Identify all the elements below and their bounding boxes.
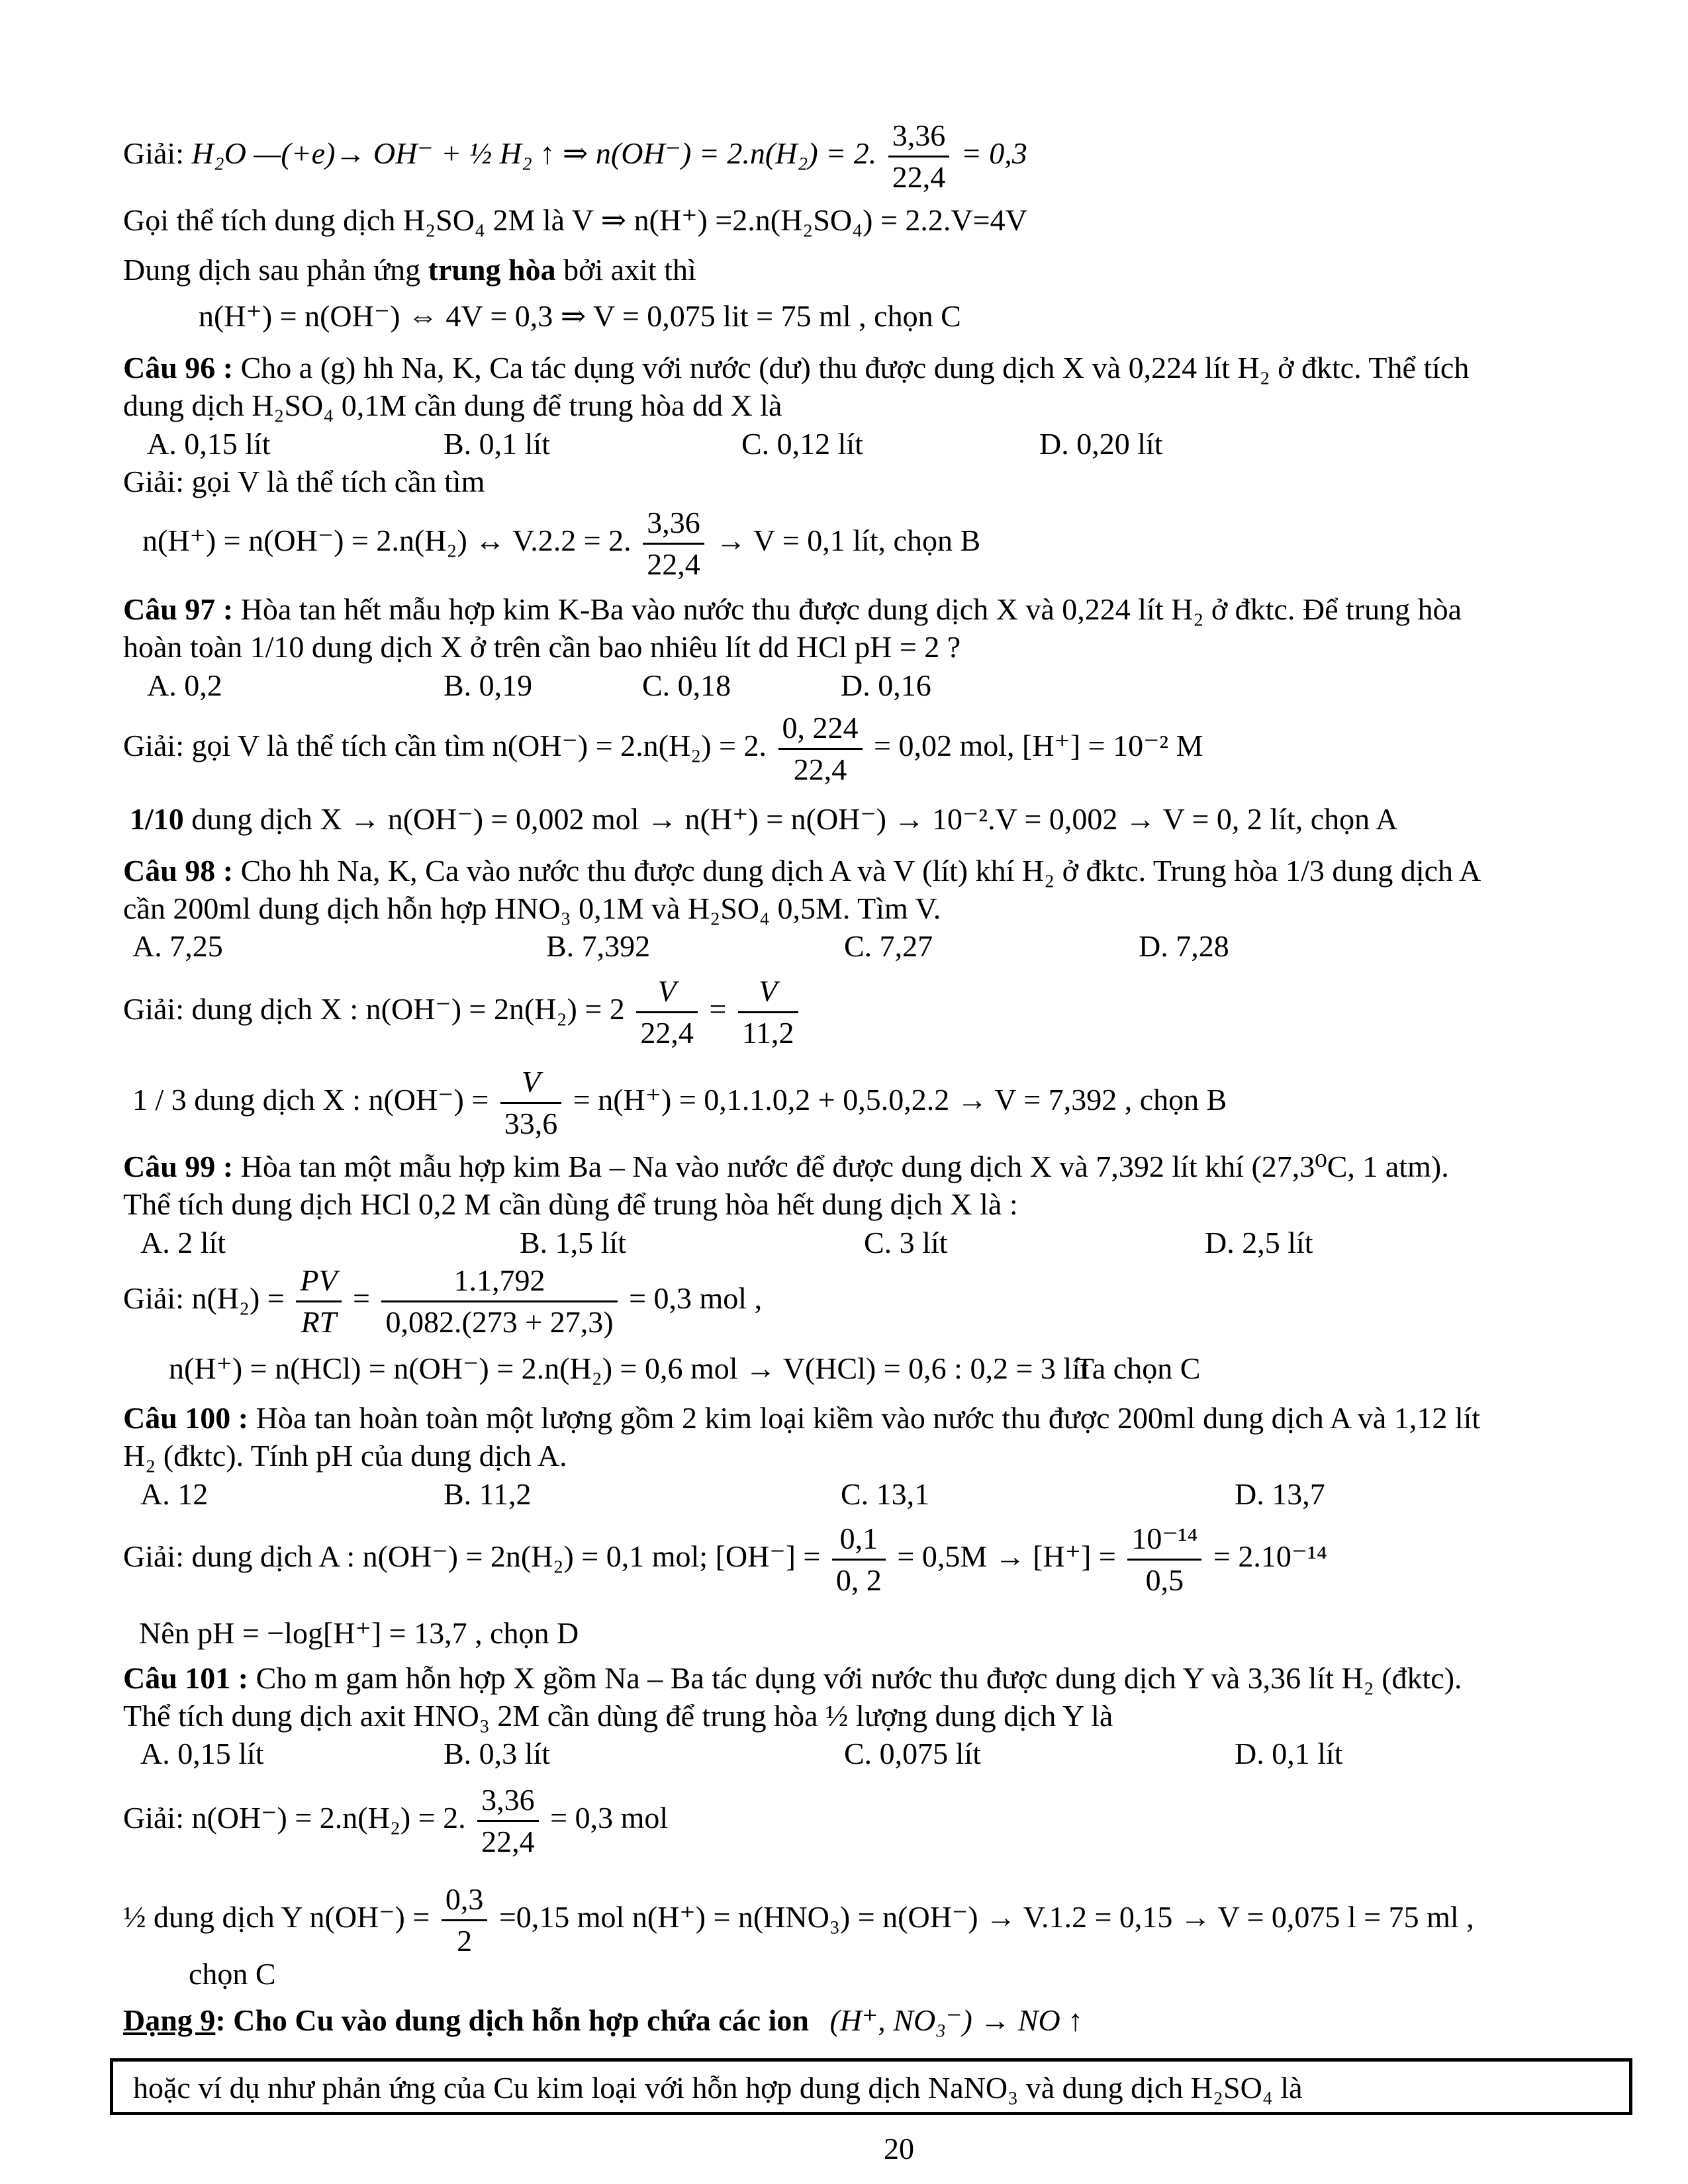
option-c: C. 0,075 lít (844, 1737, 982, 1770)
option-a: A. 2 lít (140, 1226, 226, 1259)
question-label: Câu 99 : (123, 1150, 234, 1183)
page-number: 20 (884, 2132, 914, 2165)
note-text: hoặc ví dụ như phản ứng của Cu kim loại với hỗn hợp dung dịch NaNO₃ và dung dịch H₂SO₄ là (133, 2071, 1303, 2105)
solution-text: Giải: gọi V là thể tích cần tìm (123, 465, 485, 498)
section-equation: (H⁺, NO₃⁻) → NO ↑ (829, 2003, 1084, 2037)
fraction-numerator: V (738, 972, 798, 1013)
bold-text: 1/10 (130, 802, 184, 836)
solution-equation (123, 1519, 1327, 1600)
fraction-denominator: 33,6 (504, 1107, 558, 1140)
solution-line: chọn C (189, 1957, 276, 1991)
option-b: B. 1,5 lít (520, 1226, 627, 1259)
question-label: Câu 101 : (123, 1661, 249, 1695)
equation: Giải: n(H₂) = (123, 1281, 285, 1316)
solution-equation (123, 1780, 668, 1862)
fraction-numerator: 3,36 (643, 503, 704, 545)
fraction-denominator: 0,5 (1145, 1563, 1184, 1597)
equals-sign: = (709, 992, 727, 1026)
question-text-cont: hoàn toàn 1/10 dung dịch X ở trên cần bao nhiêu lít dd HCl pH = 2 ? (123, 630, 961, 664)
equation-result: = 2.10⁻¹⁴ (1213, 1539, 1327, 1574)
label-giai: Giải: (123, 136, 184, 171)
option-a: A. 0,15 lít (147, 427, 271, 461)
question-label: Câu 97 : (123, 592, 234, 626)
solution-equation (142, 503, 980, 584)
equation: Giải: dung dịch A : n(OH⁻) = 2n(H₂) = 0,1 mol; [OH⁻] = (123, 1539, 821, 1574)
question-text: Hòa tan hết mẫu hợp kim K-Ba vào nước thu được dung dịch X và 0,224 lít H₂ ở đktc. Để trung hòa (233, 592, 1462, 626)
equation: H₂O —(+e)→ OH⁻ + ½ H₂ ↑ ⇒ n(OH⁻) = 2.n(H₂) = 2. (191, 136, 877, 171)
question-text: Hòa tan hoàn toàn một lượng gồm 2 kim loại kiềm vào nước thu được 200ml dung dịch A và 1,12 lít (248, 1401, 1481, 1435)
fraction-numerator: 10⁻¹⁴ (1127, 1519, 1201, 1561)
solution-line-3 (123, 251, 696, 289)
fraction (832, 1519, 886, 1600)
option-c: C. 3 lít (864, 1226, 948, 1259)
option-d: D. 2,5 lít (1205, 1226, 1313, 1259)
option-a: A. 12 (140, 1477, 209, 1511)
question-text-cont: H₂ (đktc). Tính pH của dung dịch A. (123, 1439, 567, 1473)
equation: n(H⁺) = n(OH⁻) = 2.n(H₂) ↔ V.2.2 = 2. (142, 523, 632, 558)
equation: = 0,5M → [H⁺] = (897, 1539, 1116, 1574)
solution-line-1 (123, 116, 1027, 197)
fraction-denominator: 22,4 (481, 1825, 535, 1858)
solution-line: Nên pH = −log[H⁺] = 13,7 , chọn D (139, 1616, 579, 1650)
fraction (888, 116, 950, 197)
fraction (1127, 1519, 1201, 1600)
fraction (643, 503, 704, 584)
option-a: A. 0,15 lít (140, 1737, 264, 1770)
equation: Giải: dung dịch X : n(OH⁻) = 2n(H₂) = 2 (123, 992, 625, 1026)
question-text-cont: Thể tích dung dịch axit HNO₃ 2M cần dùng để trung hòa ½ lượng dung dịch Y là (123, 1699, 1113, 1733)
question-label: Câu 96 : (123, 351, 234, 385)
fraction-denominator: 0,082.(273 + 27,3) (385, 1305, 614, 1339)
solution-equation (123, 708, 1203, 790)
question-96 (123, 349, 1469, 387)
fraction (381, 1261, 617, 1342)
section-label: Dạng 9 (123, 2003, 216, 2037)
fraction (738, 972, 798, 1053)
equation: Giải: n(OH⁻) = 2.n(H₂) = 2. (123, 1801, 466, 1835)
equation-result: = 0,02 mol, [H⁺] = 10⁻² M (874, 729, 1203, 763)
option-b: B. 0,1 lít (444, 427, 551, 461)
option-d: D. 0,16 (841, 668, 931, 702)
question-text: Cho hh Na, K, Ca vào nước thu được dung dịch A và V (lít) khí H₂ ở đktc. Trung hòa 1/3 dung dịch A (233, 854, 1481, 887)
question-text: Cho m gam hỗn hợp X gồm Na – Ba tác dụng với nước thu được dung dịch Y và 3,36 lít H₂ (đktc). (248, 1661, 1462, 1695)
fraction-numerator: 0, 224 (778, 708, 863, 750)
question-text-cont: cần 200ml dung dịch hỗn hợp HNO₃ 0,1M và H₂SO₄ 0,5M. Tìm V. (123, 891, 941, 925)
equation: Giải: gọi V là thể tích cần tìm n(OH⁻) = 2.n(H₂) = 2. (123, 729, 767, 763)
fraction (442, 1880, 488, 1961)
question-label: Câu 98 : (123, 854, 234, 887)
equation: dung dịch X → n(OH⁻) = 0,002 mol → n(H⁺) = n(OH⁻) → 10⁻².V = 0,002 → V = 0, 2 lít, chọn A (183, 802, 1398, 836)
equation: 1 / 3 dung dịch X : n(OH⁻) = (132, 1083, 489, 1117)
fraction-denominator: 0, 2 (835, 1563, 882, 1597)
fraction-numerator: V (500, 1062, 562, 1104)
question-text-cont: Thể tích dung dịch HCl 0,2 M cần dùng để trung hòa hết dung dịch X là : (123, 1187, 1018, 1221)
question-text: Hòa tan một mẫu hợp kim Ba – Na vào nước để được dung dịch X và 7,392 lít khí (27,3⁰C, 1 atm). (233, 1150, 1449, 1183)
fraction-denominator: 22,4 (892, 160, 946, 194)
solution-line-2: Gọi thể tích dung dịch H₂SO₄ 2M là V ⇒ n(H⁺) =2.n(H₂SO₄) = 2.2.V=4V (123, 203, 1027, 237)
section-heading (123, 2002, 1083, 2039)
fraction-denominator: 22,4 (640, 1016, 694, 1050)
option-c: C. 13,1 (841, 1477, 930, 1511)
equation-result: = 0,3 mol (550, 1801, 669, 1835)
fraction-numerator: V (636, 972, 698, 1013)
equation: ½ dung dịch Y n(OH⁻) = (123, 1900, 430, 1934)
solution-line (130, 801, 1397, 838)
question-101 (123, 1660, 1462, 1697)
text: bởi axit thì (555, 253, 696, 287)
option-d: D. 7,28 (1139, 929, 1229, 963)
fraction (636, 972, 698, 1053)
option-c: C. 0,12 lít (741, 427, 864, 461)
fraction-numerator: 3,36 (888, 116, 950, 158)
section-title: : Cho Cu vào dung dịch hỗn hợp chứa các ion (215, 2003, 809, 2037)
fraction-denominator: 11,2 (741, 1016, 794, 1050)
equation-result: = 0,3 mol , (629, 1281, 763, 1316)
question-text-cont: dung dịch H₂SO₄ 0,1M cần dung để trung hòa dd X là (123, 388, 782, 422)
option-d: D. 0,20 lít (1039, 427, 1163, 461)
solution-equation (123, 1261, 762, 1342)
solution-equation (123, 1880, 1474, 1961)
equation-result: → V = 0,1 lít, chọn B (716, 523, 981, 558)
question-97 (123, 591, 1462, 628)
fraction-numerator: PV (296, 1261, 341, 1302)
option-b: B. 11,2 (444, 1477, 532, 1511)
bold-text: trung hòa (428, 253, 556, 287)
note-box (110, 2058, 1632, 2115)
answer-choice: Ta chọn C (1076, 1351, 1201, 1385)
fraction-denominator: RT (301, 1305, 337, 1339)
equation-result: =0,15 mol n(H⁺) = n(HNO₃) = n(OH⁻) → V.1.2 = 0,15 → V = 0,075 l = 75 ml , (498, 1900, 1474, 1934)
option-d: D. 0,1 lít (1235, 1737, 1343, 1770)
question-99 (123, 1148, 1449, 1185)
option-a: A. 7,25 (132, 929, 223, 963)
fraction-denominator: 2 (457, 1924, 473, 1958)
equation-result: = 0,3 (961, 136, 1027, 171)
equals-sign: = (353, 1281, 370, 1316)
fraction (477, 1780, 539, 1862)
question-label: Câu 100 : (123, 1401, 249, 1435)
option-c: C. 7,27 (844, 929, 933, 963)
option-c: C. 0,18 (642, 668, 731, 702)
option-b: B. 0,19 (444, 668, 533, 702)
fraction-numerator: 1.1,792 (381, 1261, 617, 1302)
solution-line: n(H⁺) = n(HCl) = n(OH⁻) = 2.n(H₂) = 0,6 mol → V(HCl) = 0,6 : 0,2 = 3 lít (169, 1351, 1089, 1385)
question-100 (123, 1400, 1480, 1437)
fraction-numerator: 0,1 (832, 1519, 886, 1561)
fraction-numerator: 3,36 (477, 1780, 539, 1822)
option-d: D. 13,7 (1235, 1477, 1325, 1511)
solution-equation (123, 972, 802, 1053)
fraction (500, 1062, 562, 1144)
option-b: B. 0,3 lít (444, 1737, 551, 1770)
fraction (778, 708, 863, 790)
solution-equation (132, 1062, 1227, 1144)
fraction-numerator: 0,3 (442, 1880, 488, 1921)
solution-line-4: n(H⁺) = n(OH⁻) ⇔ 4V = 0,3 ⇒ V = 0,075 lit = 75 ml , chọn C (199, 299, 961, 333)
fraction-denominator: 22,4 (647, 547, 700, 581)
fraction (296, 1261, 341, 1342)
fraction-denominator: 22,4 (793, 752, 847, 786)
option-a: A. 0,2 (147, 668, 222, 702)
question-text: Cho a (g) hh Na, K, Ca tác dụng với nước (dư) thu được dung dịch X và 0,224 lít H₂ ở đktc. Thể tích (233, 351, 1470, 385)
option-b: B. 7,392 (546, 929, 651, 963)
question-98 (123, 852, 1481, 889)
equation-result: = n(H⁺) = 0,1.1.0,2 + 0,5.0,2.2 → V = 7,392 , chọn B (573, 1083, 1227, 1117)
text: Dung dịch sau phản ứng (123, 253, 428, 287)
